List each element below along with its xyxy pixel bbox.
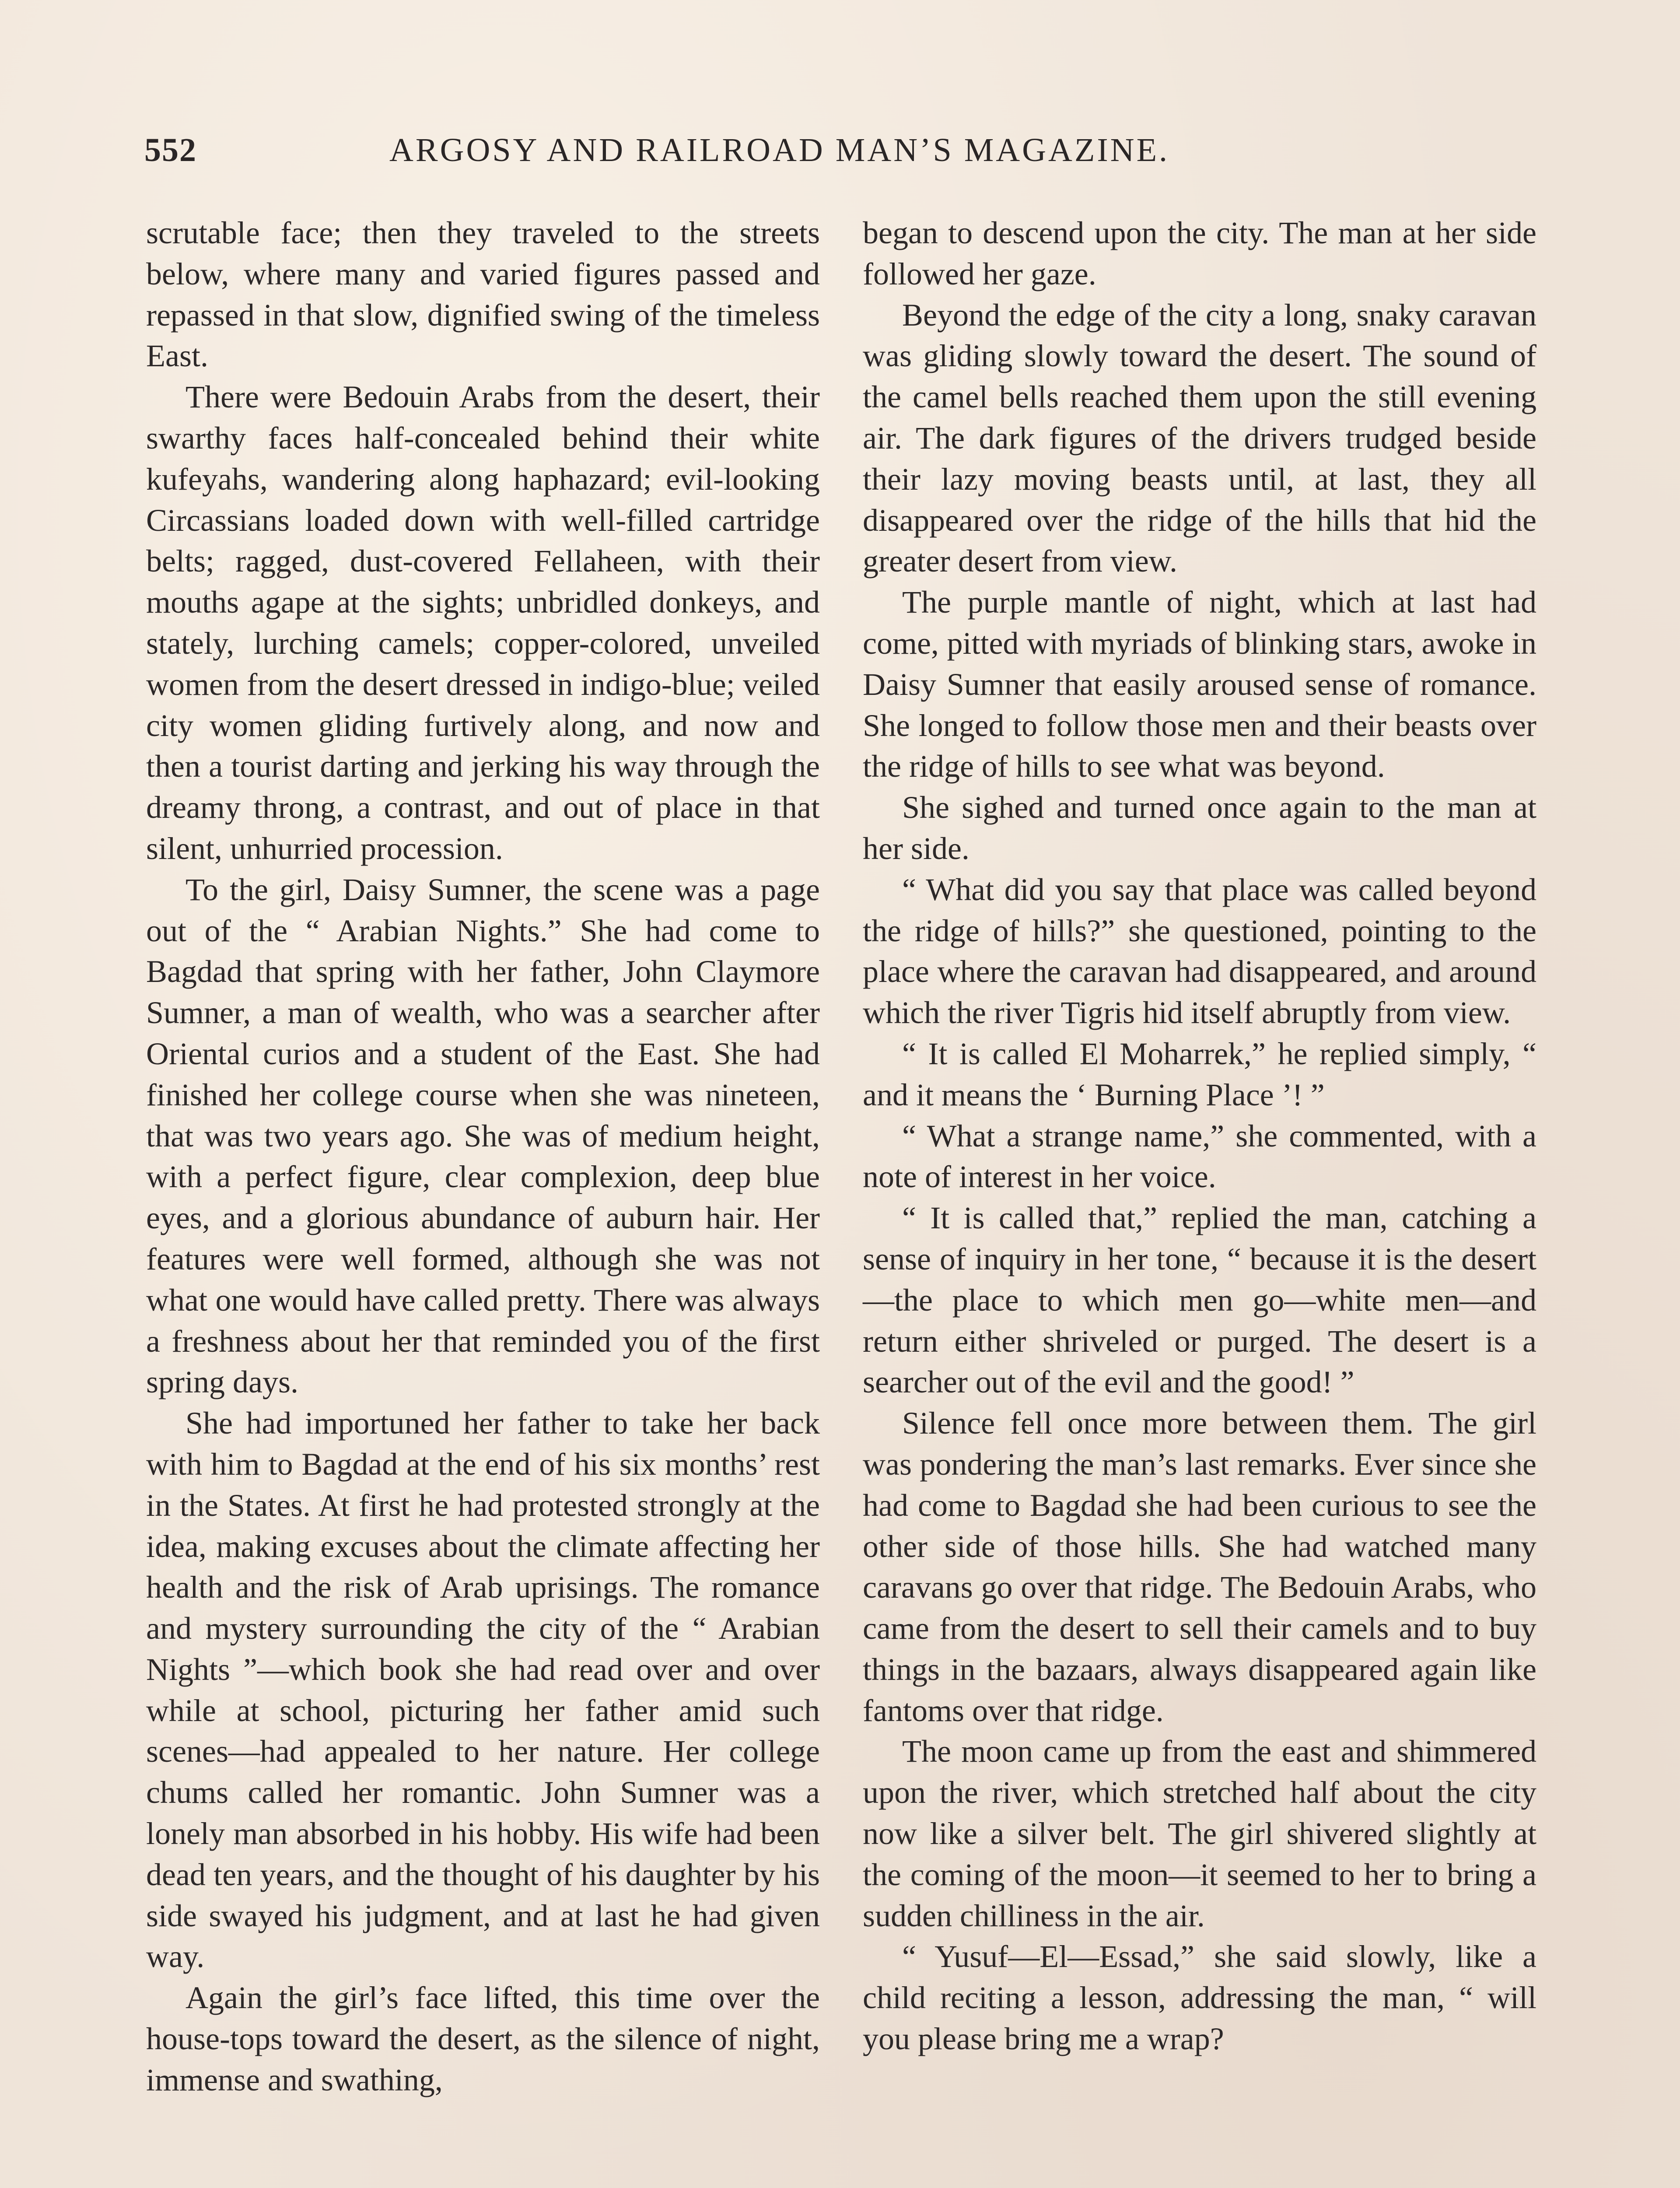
text-column-left	[146, 213, 820, 2101]
paragraph: To the girl, Daisy Sumner, the scene was a page out of the “ Arabian Nights.” She had come to Bagdad that spring with her father, John Claymore Sumner, a man of wealth, who was a searcher after Oriental curios and a student of the East. She had finished her college course when she was nineteen, that was two years ago. She was of medium height, with a perfect figure, clear complexion, deep blue eyes, and a glorious abundance of auburn hair. Her features were well formed, although she was not what one would have called pretty. There was always a freshness about her that reminded you of the first spring days.	[146, 872, 820, 1400]
paragraph: Beyond the edge of the city a long, snaky caravan was gliding slowly toward the desert. The sound of the camel bells reached them upon the still evening air. The dark figures of the drivers trudged beside their lazy moving beasts until, at last, they all disappeared over the ridge of the hills that hid the greater desert from view.	[863, 297, 1536, 579]
page-number: 552	[144, 132, 197, 168]
paragraph: She had importuned her father to take her back with him to Bagdad at the end of his six months’ rest in the States. At first he had protested strongly at the idea, making excuses about the climate affecting her health and the risk of Arab uprisings. The romance and mystery surrounding the city of the “ Arabian Nights ”—which book she had read over and over while at school, picturing her father amid such scenes—had appealed to her nature. Her college chums called her romantic. John Sumner was a lonely man absorbed in his hobby. His wife had been dead ten years, and the thought of his daughter by his side swayed his judgment, and at last he had given way.	[146, 1406, 820, 1974]
paragraph: She sighed and turned once again to the man at her side.	[863, 790, 1536, 866]
paragraph: scrutable face; then they traveled to the streets below, where many and varied figures passed and repassed in that slow, dignified swing of the timeless East.	[146, 215, 820, 374]
running-header	[144, 131, 1540, 179]
paragraph: The moon came up from the east and shimmered upon the river, which stretched half about the city now like a silver belt. The girl shivered slightly at the coming of the moon—it seemed to her to bring a sudden chilliness in the air.	[863, 1734, 1536, 1933]
paragraph: “ Yusuf—El—Essad,” she said slowly, like a child reciting a lesson, addressing the man, “ will you please bring me a wrap?	[863, 1939, 1536, 2057]
paragraph: Silence fell once more between them. The girl was pondering the man’s last remarks. Ever since she had come to Bagdad she had been curious to see the other side of those hills. She had watched many caravans go over that ridge. The Bedouin Arabs, who came from the desert to sell their camels and to buy things in the bazaars, always disappeared again like fantoms over that ridge.	[863, 1406, 1536, 1728]
paragraph: “ What did you say that place was called beyond the ridge of hills?” she questioned, pointing to the place where the caravan had disappeared, and around which the river Tigris hid itself abruptly from view.	[863, 872, 1536, 1031]
running-title: ARGOSY AND RAILROAD MAN’S MAGAZINE.	[389, 132, 1169, 168]
paragraph: “ It is called that,” replied the man, catching a sense of inquiry in her tone, “ because it is the desert—the place to which men go—white men—and return either shriveled or purged. The desert is a searcher out of the evil and the good! ”	[863, 1200, 1536, 1400]
paragraph: began to descend upon the city. The man at her side followed her gaze.	[863, 215, 1536, 291]
paragraph: “ It is called El Moharrek,” he replied simply, “ and it means the ‘ Burning Place ’! ”	[863, 1036, 1536, 1112]
paragraph: The purple mantle of night, which at last had come, pitted with myriads of blinking stars, awoke in Daisy Sumner that easily aroused sense of romance. She longed to follow those men and their beasts over the ridge of hills to see what was beyond.	[863, 585, 1536, 784]
paragraph: Again the girl’s face lifted, this time over the house-tops toward the desert, as the silence of night, immense and swathing,	[146, 1980, 820, 2097]
paragraph: “ What a strange name,” she commented, with a note of interest in her voice.	[863, 1118, 1536, 1195]
text-column-right	[863, 213, 1536, 2060]
paragraph: There were Bedouin Arabs from the desert, their swarthy faces half-concealed behind their white kufeyahs, wandering along haphazard; evil-looking Circassians loaded down with well-filled cartridge belts; ragged, dust-covered Fellaheen, with their mouths agape at the sights; unbridled donkeys, and stately, lurching camels; copper-colored, unveiled women from the desert dressed in indigo-blue; veiled city women gliding furtively along, and now and then a tourist darting and jerking his way through the dreamy throng, a contrast, and out of place in that silent, unhurried procession.	[146, 379, 820, 866]
